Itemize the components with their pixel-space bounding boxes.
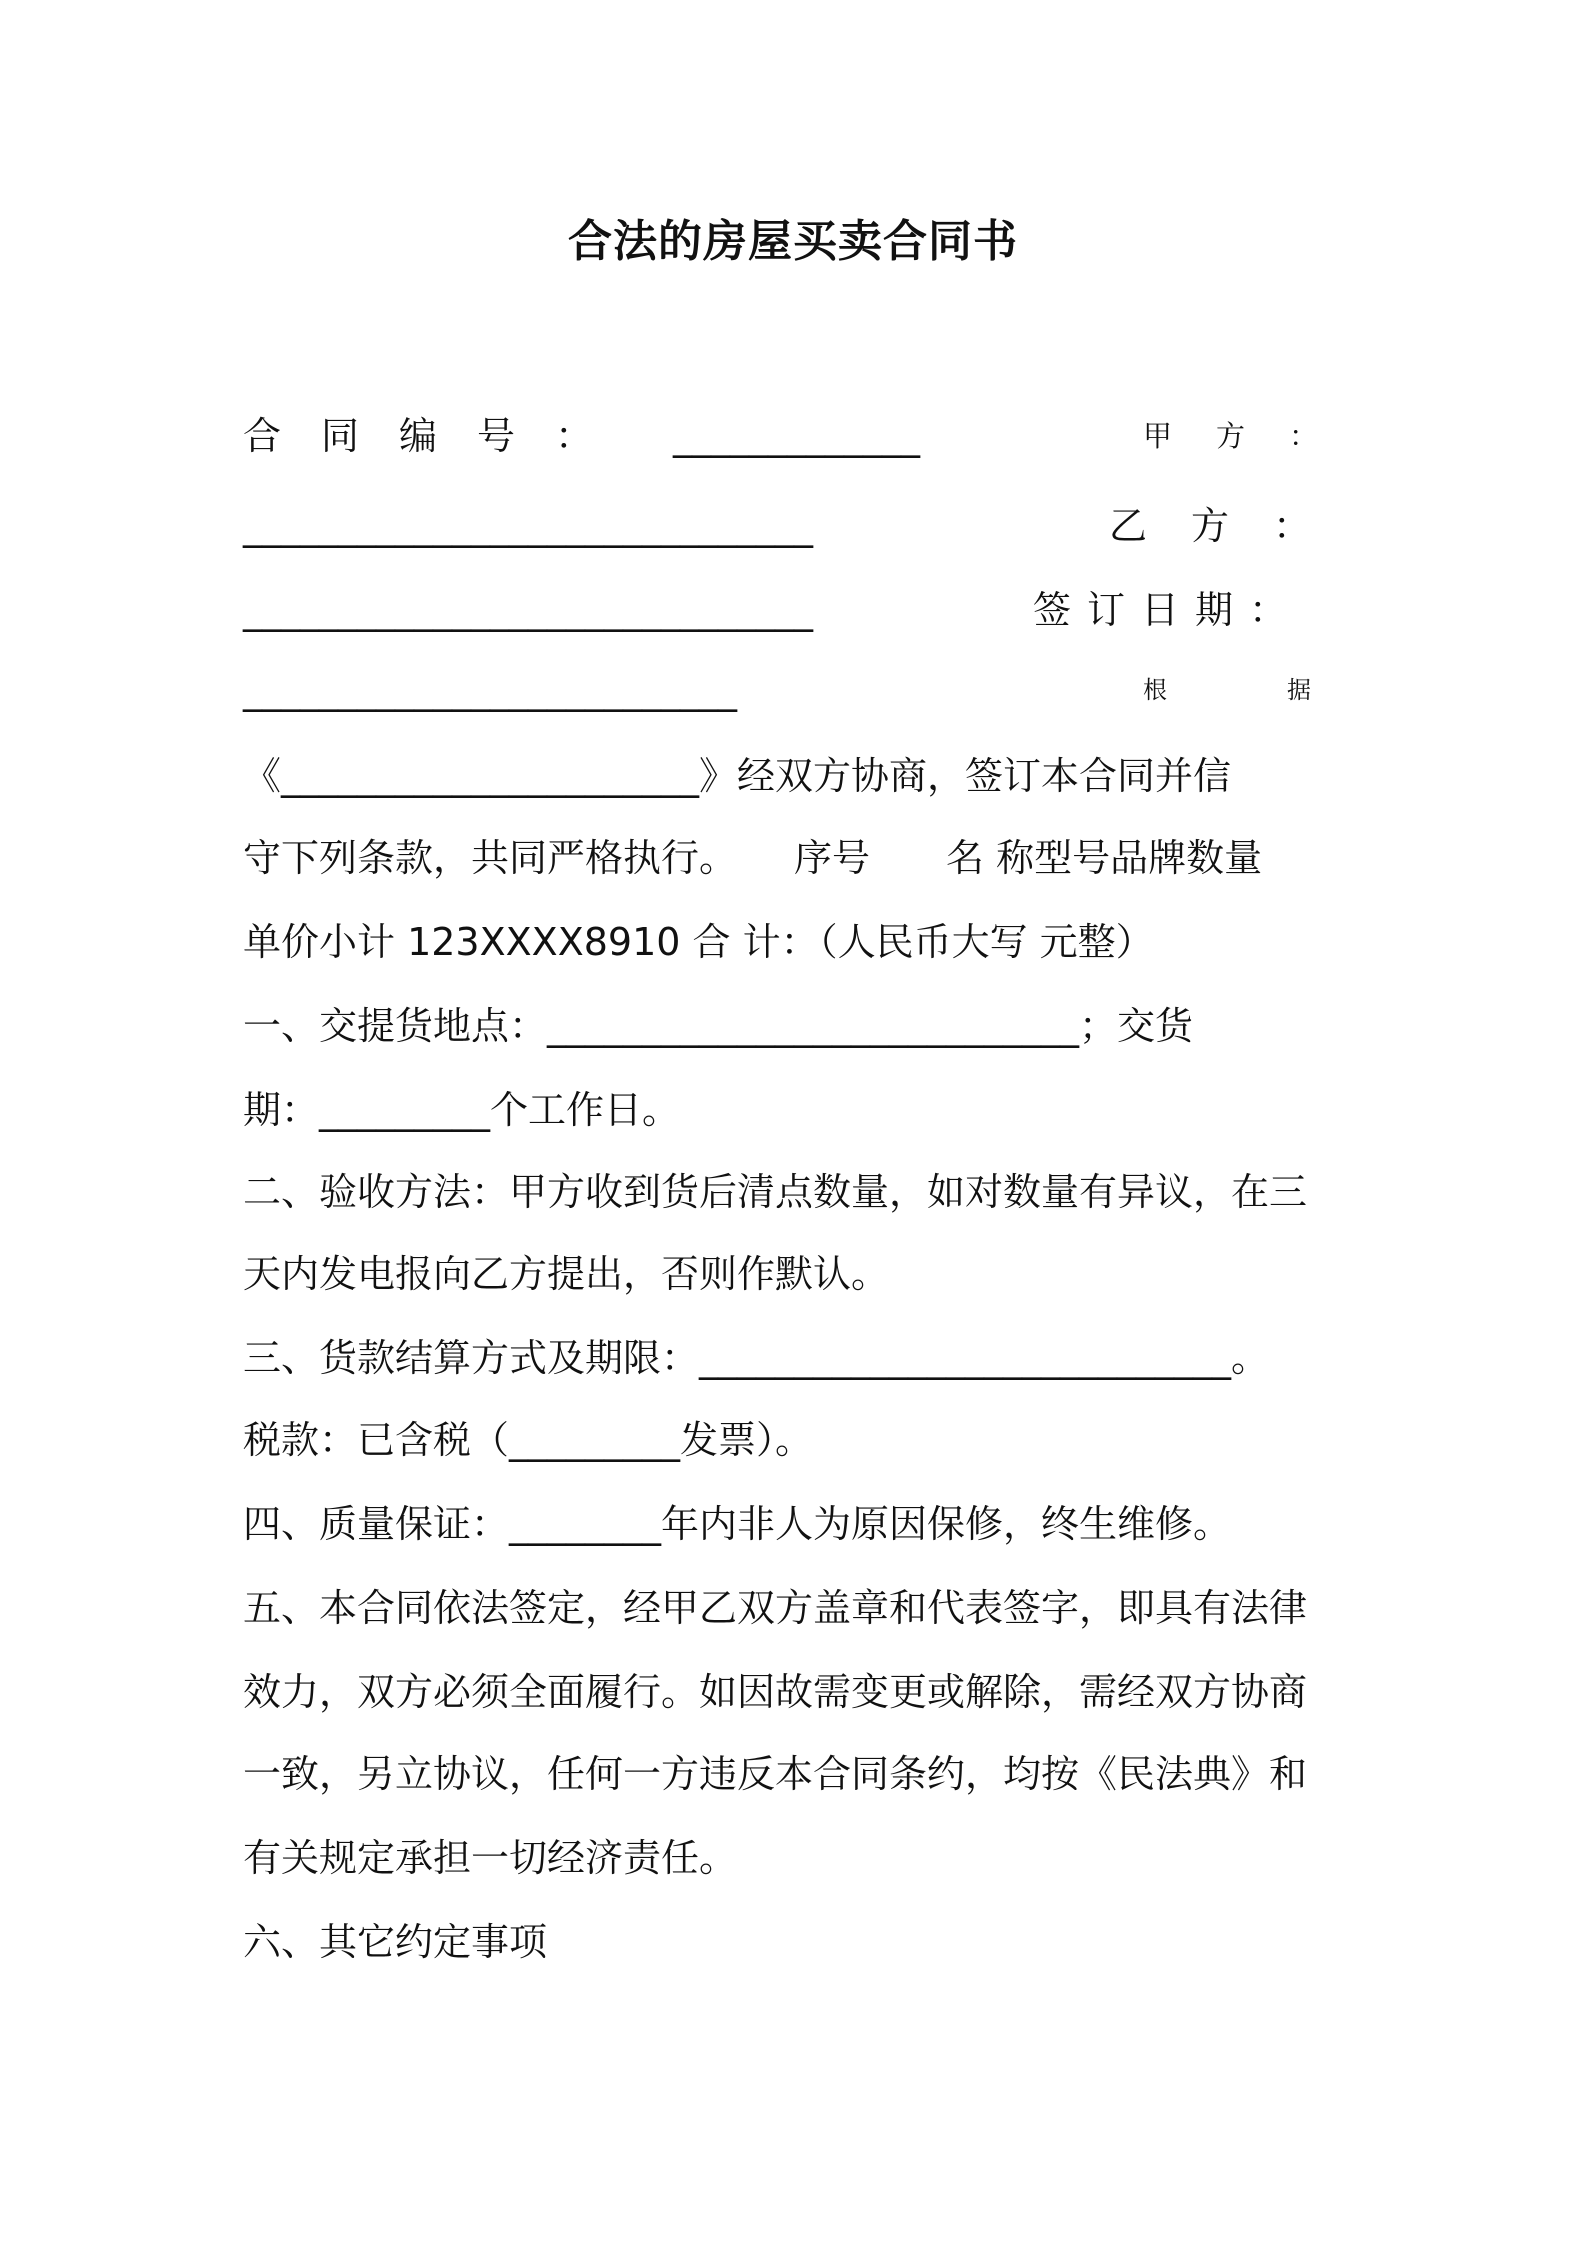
- sign-date-blank: __________________________: [243, 668, 737, 712]
- party-a-blank: ______________________________: [243, 504, 813, 548]
- body-line: 期：_________个工作日。: [243, 1088, 681, 1132]
- body-line: 六、其它约定事项: [243, 1920, 548, 1964]
- body-line: 有关规定承担一切经济责任。: [243, 1836, 738, 1880]
- contract-no-label: 合同编号：: [243, 414, 634, 458]
- body-line: 税款：已含税（_________发票）。: [243, 1418, 814, 1462]
- body-line: 一致，另立协议，任何一方违反本合同条约，均按《民法典》和: [243, 1752, 1308, 1796]
- body-line: 《______________________》经双方协商，签订本合同并信: [243, 754, 1232, 798]
- body-line: 二、验收方法：甲方收到货后清点数量，如对数量有异议，在三: [243, 1170, 1308, 1214]
- basis-label: 根据: [1143, 676, 1431, 704]
- header-line-contract-no: [243, 408, 1363, 464]
- body-line: 单价小计 123XXXX8910 合 计：（人民币大写 元整）: [243, 920, 1154, 964]
- body-line: 守下列条款，共同严格执行。 序号 名 称型号品牌数量: [243, 836, 1263, 880]
- header-line-party-a: [243, 498, 1356, 554]
- body-line: 四、质量保证：________年内非人为原因保修，终生维修。: [243, 1502, 1232, 1546]
- contract-no-blank: _____________: [673, 414, 920, 458]
- body-line: 天内发电报向乙方提出，否则作默认。: [243, 1252, 890, 1296]
- body-line: 三、货款结算方式及期限：____________________________。: [243, 1336, 1270, 1380]
- header-line-party-b: [243, 582, 1353, 638]
- document-title: 合法的房屋买卖合同书: [568, 216, 1018, 267]
- party-a-label: 甲方：: [1143, 419, 1363, 453]
- body-line: 效力，双方必须全面履行。如因故需变更或解除，需经双方协商: [243, 1670, 1308, 1714]
- party-b-blank: ______________________________: [243, 588, 813, 632]
- header-line-sign-date: [243, 662, 1431, 718]
- sign-date-label: 签订日期：: [1033, 588, 1304, 632]
- party-b-label: 乙方：: [1109, 504, 1356, 548]
- body-line: 一、交提货地点：____________________________；交货: [243, 1004, 1194, 1048]
- body-line: 五、本合同依法签定，经甲乙双方盖章和代表签字，即具有法律: [243, 1586, 1308, 1630]
